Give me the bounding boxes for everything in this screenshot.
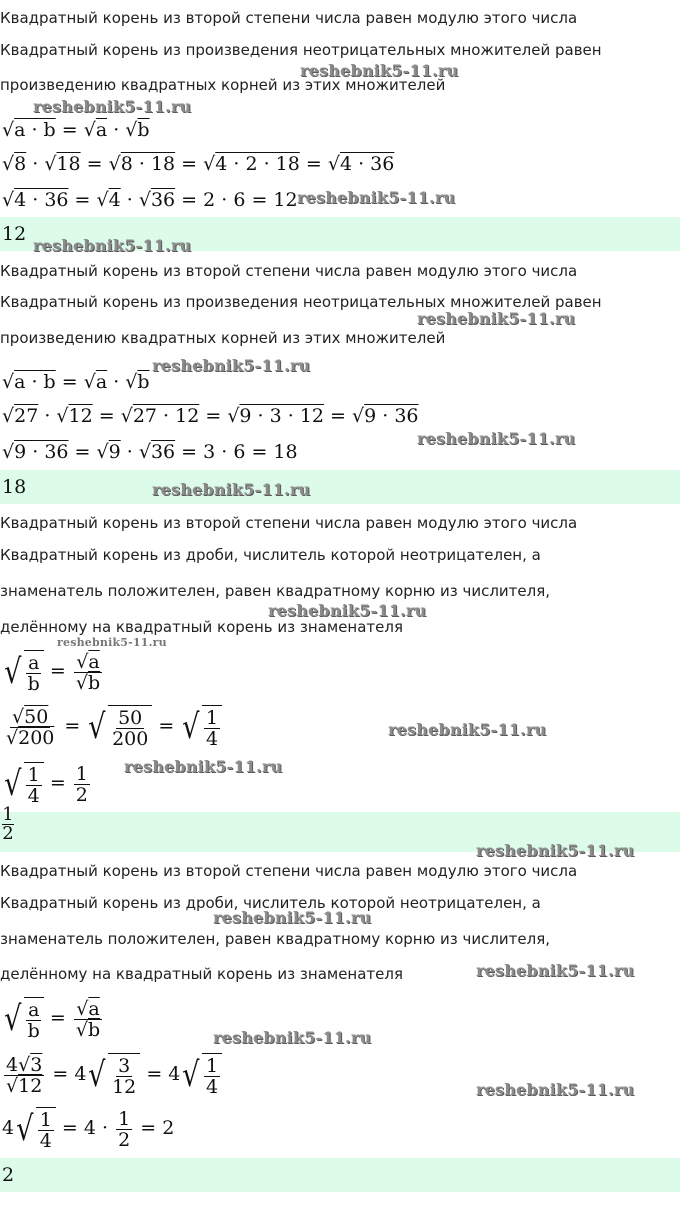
watermark: reshebnik5-11.ru <box>476 961 635 980</box>
rule-text: Квадратный корень из второй степени числа равен модулю этого числа <box>0 862 578 880</box>
answer: 18 <box>2 476 27 498</box>
answer: 12 <box>2 223 27 245</box>
watermark: reshebnik5-11.ru <box>213 908 372 927</box>
answer-band <box>0 1158 680 1192</box>
solution-line: $\frac{√50}{√200}$ = √ $\frac{50}{200}$ = √ $\frac{1}{4}$ <box>2 705 222 749</box>
rule-text: Квадратный корень из второй степени числа равен модулю этого числа <box>0 514 578 532</box>
watermark: reshebnik5-11.ru <box>417 309 576 328</box>
solution-line: $\frac{4√3}{√12}$ = 4 √ $\frac{3}{12}$ = 4 √ $\frac{1}{4}$ <box>2 1053 222 1097</box>
formula-product-rule: √a · b = √a · √b <box>2 119 150 141</box>
rule-text: Квадратный корень из второй степени числа равен модулю этого числа <box>0 262 578 280</box>
solution-line: 4 √ $\frac{1}{4}$ = 4 · $\frac{1}{2}$ = 2 <box>2 1107 175 1152</box>
watermark: reshebnik5-11.ru <box>476 1080 635 1099</box>
solution-line: √27 · √12 = √27 · 12 = √9 · 3 · 12 = √9 · 36 <box>2 405 419 427</box>
rule-text: произведению квадратных корней из этих множителей <box>0 329 446 347</box>
watermark: reshebnik5-11.ru <box>300 61 459 80</box>
solution-line: √ $\frac{1}{4}$ = $\frac{1}{2}$ <box>4 762 88 807</box>
answer-band <box>0 470 680 504</box>
formula-quotient-rule: √ $\frac{a}{b}$ = $\frac{√a}{√b}$ <box>4 650 101 695</box>
rule-text: Квадратный корень из дроби, числитель которой неотрицателен, а <box>0 546 541 564</box>
rule-text: знаменатель положителен, равен квадратному корню из числителя, <box>0 930 551 948</box>
rule-text: делённому на квадратный корень из знаменателя <box>0 965 404 983</box>
watermark: reshebnik5-11.ru <box>297 188 456 207</box>
watermark: reshebnik5-11.ru <box>152 356 311 375</box>
rule-text: Квадратный корень из произведения неотрицательных множителей равен <box>0 293 602 311</box>
formula-quotient-rule: √ $\frac{a}{b}$ = $\frac{√a}{√b}$ <box>4 997 101 1042</box>
solution-line: √4 · 36 = √4 · √36 = 2 · 6 = 12 <box>2 189 298 211</box>
watermark: reshebnik5-11.ru <box>476 841 635 860</box>
watermark: reshebnik5-11.ru <box>388 720 547 739</box>
rule-text: Квадратный корень из второй степени числа равен модулю этого числа <box>0 9 578 27</box>
solution-line: √8 · √18 = √8 · 18 = √4 · 2 · 18 = √4 · 36 <box>2 153 395 175</box>
rule-text: Квадратный корень из дроби, числитель которой неотрицателен, а <box>0 894 541 912</box>
answer: 2 <box>2 1164 15 1186</box>
solution-line: √9 · 36 = √9 · √36 = 3 · 6 = 18 <box>2 441 298 463</box>
rule-text: Квадратный корень из произведения неотрицательных множителей равен <box>0 41 602 59</box>
watermark: reshebnik5-11.ru <box>33 236 192 255</box>
watermark: reshebnik5-11.ru <box>268 601 427 620</box>
watermark: reshebnik5-11.ru <box>57 636 167 649</box>
watermark: reshebnik5-11.ru <box>124 757 283 776</box>
watermark: reshebnik5-11.ru <box>152 480 311 499</box>
watermark: reshebnik5-11.ru <box>417 429 576 448</box>
watermark: reshebnik5-11.ru <box>33 97 192 116</box>
watermark: reshebnik5-11.ru <box>213 1028 372 1047</box>
formula-product-rule: √a · b = √a · √b <box>2 371 150 393</box>
rule-text: делённому на квадратный корень из знаменателя <box>0 618 404 636</box>
rule-text: знаменатель положителен, равен квадратному корню из числителя, <box>0 582 551 600</box>
rule-text: произведению квадратных корней из этих множителей <box>0 76 446 94</box>
answer-fraction: 1 2 <box>2 804 14 839</box>
